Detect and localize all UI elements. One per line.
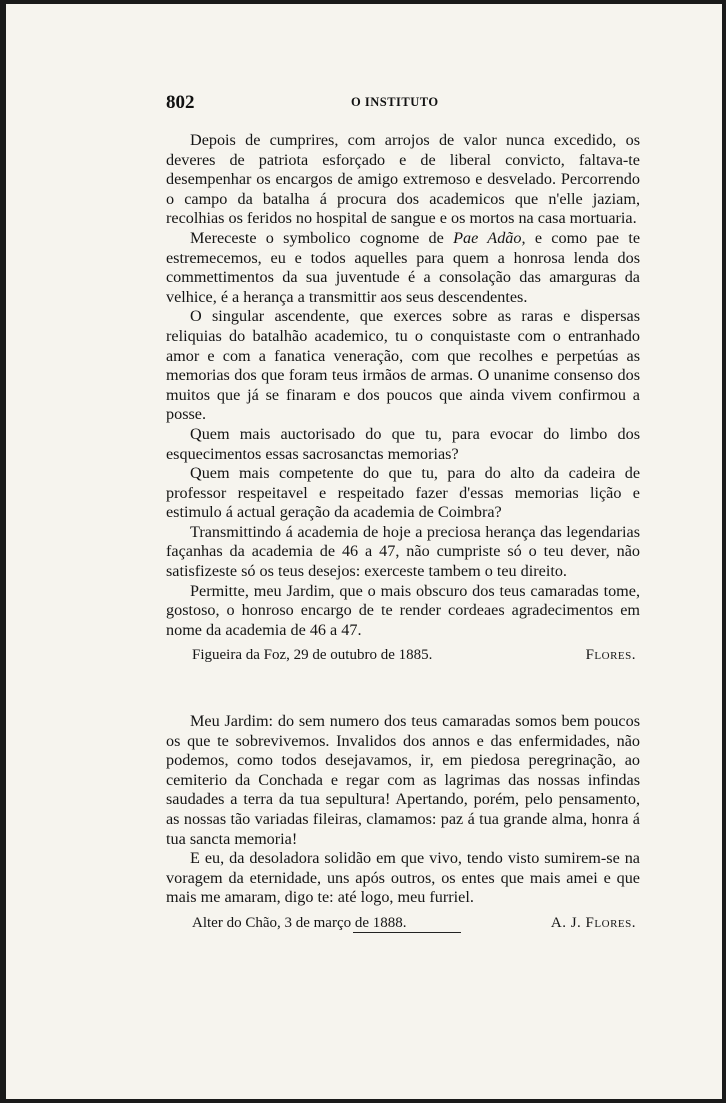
signature-line	[166, 914, 640, 934]
paragraph: Transmittindo á academia de hoje a preciosa herança das legendarias façanhas da academia de 46 a 47, não cumpriste só o teu dever, não satisfizeste só os teus desejos: exerceste tambem o teu direito.	[166, 522, 640, 581]
running-title: O INSTITUTO	[351, 95, 439, 109]
paragraph: Depois de cumprires, com arrojos de valor nunca excedido, os deveres de patriota esforçado e de liberal convicto, faltava-te desempenhar os encargos de amigo extremoso e desvelado. Percorrendo o campo da batalha á procura dos academicos que n'elle jaziam, recolhias os feridos no hospital de sangue e os mortos na casa mortuaria.	[166, 131, 640, 228]
place-date: Alter do Chão, 3 de março de 1888.	[192, 914, 407, 931]
closing-rule	[353, 932, 461, 933]
letter-one	[166, 131, 640, 666]
signature-line	[166, 646, 640, 666]
paragraph: Quem mais competente do que tu, para do alto da cadeira de professor respeitavel e respeitado fazer d'essas memorias lição e estimulo á actual geração da academia de Coimbra?	[166, 464, 640, 522]
paragraph	[166, 229, 640, 307]
paragraph: Quem mais auctorisado do que tu, para evocar do limbo dos esquecimentos essas sacrosanctas memorias?	[166, 424, 640, 463]
signature: Flores.	[585, 647, 636, 664]
page-number: 802	[166, 92, 195, 113]
paragraph: E eu, da desoladora solidão em que vivo, tendo visto sumirem-se na voragem da eternidade, uns após outros, os entes que mais amei e que mais me amaram, digo te: até logo, meu furriel.	[166, 849, 640, 907]
paragraph-rest: e como pae te estremecemos, eu e todos aquelles para quem a honrosa lenda dos commettimentos da sua juventude é a consolação das amarguras da velhice, é a herança a transmittir aos seus descendentes.	[166, 228, 640, 306]
paragraph: Permitte, meu Jardim, que o mais obscuro dos teus camaradas tome, gostoso, o honroso encargo de te render cordeaes agradecimentos em nome da academia de 46 a 47.	[166, 581, 640, 639]
paragraph: Meu Jardim: do sem numero dos teus camaradas somos bem poucos os que te sobrevivemos. Invalidos dos annos e das enfermidades, não podemos, como todos desejavamos, ir, em piedosa peregrinação, ao cemiterio da Conchada e regar com as lagrimas das nossas infindas saudades a terra da tua sepultura! Apertando, porém, pelo pensamento, as nossas tão variadas fileiras, clamamos: paz á tua grande alma, honra á tua sancta memoria!	[166, 712, 640, 848]
place-date: Figueira da Foz, 29 de outubro de 1885.	[192, 647, 433, 664]
book-page	[6, 4, 722, 1099]
paragraph: O singular ascendente, que exerces sobre as raras e dispersas reliquias do batalhão academico, tu o conquistaste com o entranhado amor e com a fanatica veneração, com que recolhes e perpetúas as memorias dos que foram teus irmãos de armas. O unanime consenso dos muitos que já se finaram e dos poucos que ainda vivem confirmou a posse.	[166, 307, 640, 424]
cognome: Pae Adão,	[453, 228, 526, 247]
signature: A. J. Flores.	[550, 914, 636, 931]
paragraph-lead: Mereceste o symbolico cognome de	[190, 228, 444, 247]
letter-two	[166, 712, 640, 934]
page-header	[166, 92, 646, 116]
